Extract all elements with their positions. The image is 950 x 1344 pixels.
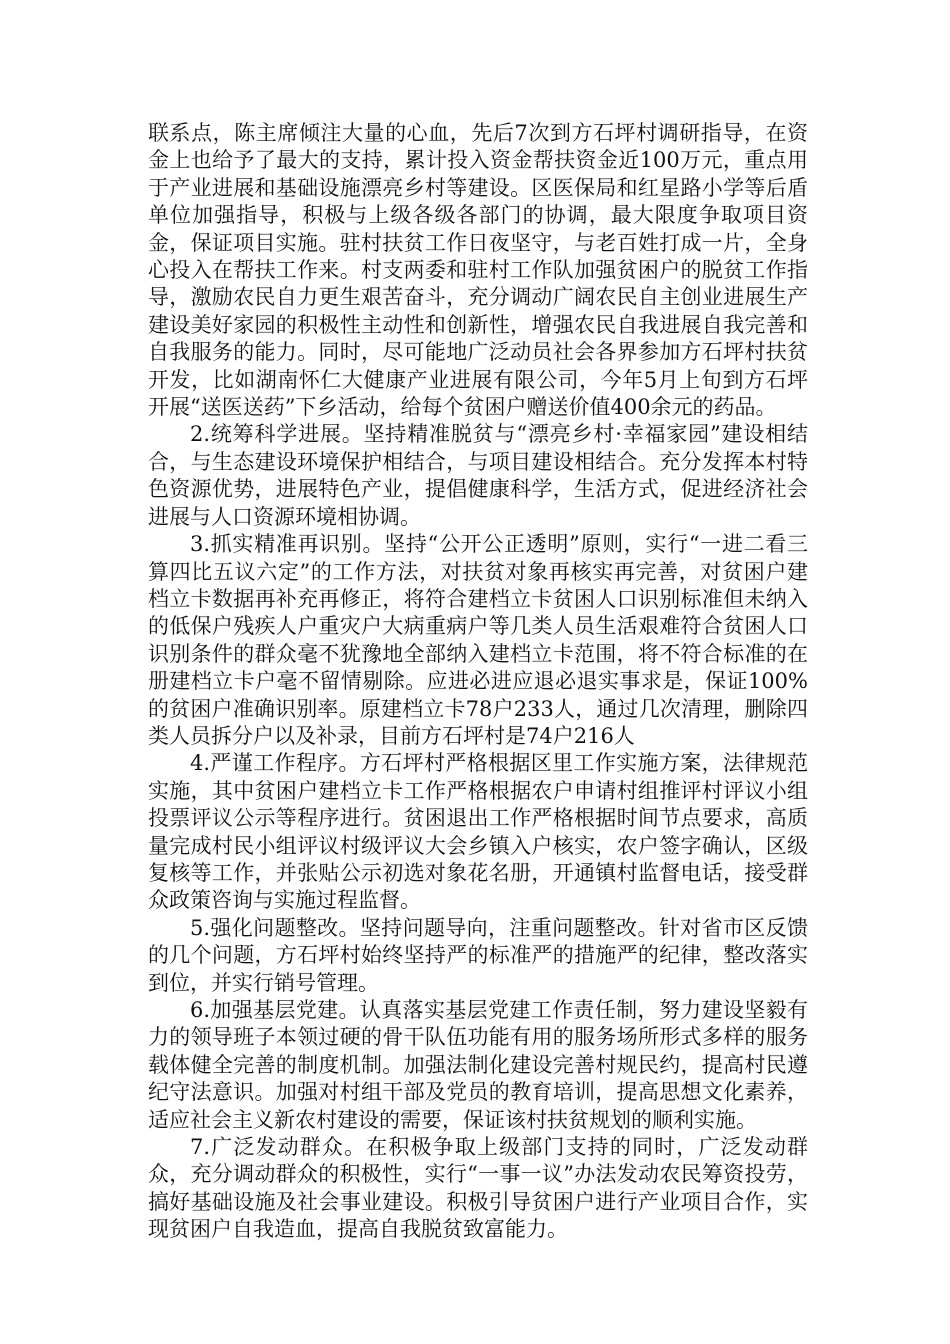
- paragraph-4: 4.严谨工作程序。方石坪村严格根据区里工作实施方案，法律规范实施，其中贫困户建档立卡工作严格根据农户申请村组推评村评议小组投票评议公示等程序进行。贫困退出工作严格根据时间节点要求，高质量完成村民小组评议村级评议大会乡镇入户核实，农户签字确认，区级复核等工作，并张贴公示初选对象花名册，开通镇村监督电话，接受群众政策咨询与实施过程监督。: [148, 751, 808, 913]
- paragraph-5: 5.强化问题整改。坚持问题导向，注重问题整改。针对省市区反馈的几个问题，方石坪村始终坚持严的标准严的措施严的纪律，整改落实到位，并实行销号管理。: [148, 915, 808, 995]
- paragraph-7: 7.广泛发动群众。在积极争取上级部门支持的同时，广泛发动群众，充分调动群众的积极性，实行“一事一议”办法发动农民筹资投劳，搞好基础设施及社会事业建设。积极引导贫困户进行产业项目合作，实现贫困户自我造血，提高自我脱贫致富能力。: [148, 1135, 808, 1242]
- paragraph-6: 6.加强基层党建。认真落实基层党建工作责任制，努力建设坚毅有力的领导班子本领过硬的骨干队伍功能有用的服务场所形式多样的服务载体健全完善的制度机制。加强法制化建设完善村规民约，提高村民遵纪守法意识。加强对村组干部及党员的教育培训，提高思想文化素养，适应社会主义新农村建设的需要，保证该村扶贫规划的顺利实施。: [148, 998, 808, 1132]
- paragraph-1: 联系点，陈主席倾注大量的心血，先后7次到方石坪村调研指导，在资金上也给予了最大的支持，累计投入资金帮扶资金近100万元，重点用于产业进展和基础设施漂亮乡村等建设。区医保局和红星路小学等后盾单位加强指导，积极与上级各级各部门的协调，最大限度争取项目资金，保证项目实施。驻村扶贫工作日夜坚守，与老百姓打成一片，全身心投入在帮扶工作来。村支两委和驻村工作队加强贫困户的脱贫工作指导，激励农民自力更生艰苦奋斗，充分调动广阔农民自主创业进展生产建设美好家园的积极性主动性和创新性，增强农民自我进展自我完善和自我服务的能力。同时，尽可能地广泛动员社会各界参加方石坪村扶贫开发，比如湖南怀仁大健康产业进展有限公司，今年5月上旬到方石坪开展“送医送药”下乡活动，给每个贫困户赠送价值400余元的药品。: [148, 121, 808, 420]
- paragraph-3: 3.抓实精准再识别。坚持“公开公正透明”原则，实行“一进二看三算四比五议六定”的工作方法，对扶贫对象再核实再完善，对贫困户建档立卡数据再补充再修正，将符合建档立卡贫困人口识别标准但未纳入的低保户残疾人户重灾户大病重病户等几类人员生活艰难符合贫困人口识别条件的群众毫不犹豫地全部纳入建档立卡范围，将不符合标准的在册建档立卡户毫不留情剔除。应进必进应退必退实事求是，保证100%的贫困户准确识别率。原建档立卡78户233人，通过几次清理，删除四类人员拆分户以及补录，目前方石坪村是74户216人: [148, 532, 808, 748]
- document-body: [148, 120, 808, 1244]
- paragraph-2: 2.统筹科学进展。坚持精准脱贫与“漂亮乡村·幸福家园”建设相结合，与生态建设环境保护相结合，与项目建设相结合。充分发挥本村特色资源优势，进展特色产业，提倡健康科学，生活方式，促进经济社会进展与人口资源环境相协调。: [148, 422, 808, 529]
